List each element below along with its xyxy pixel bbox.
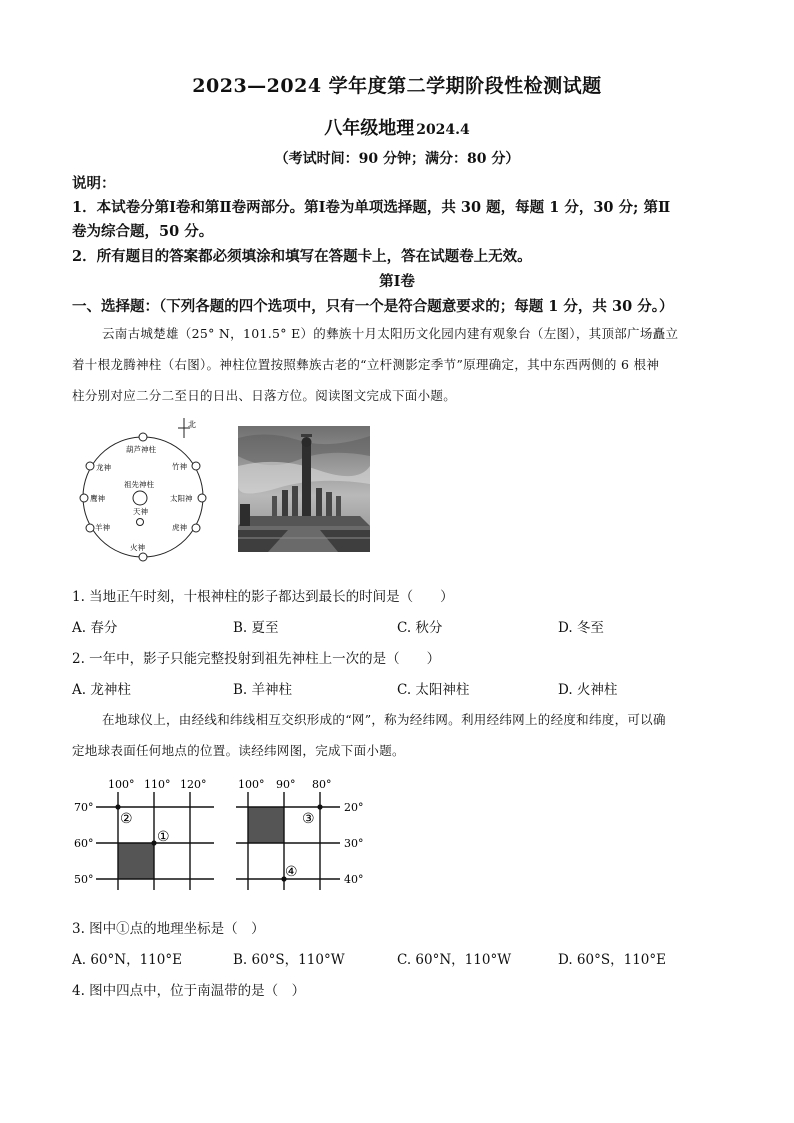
passage1-line3: 柱分别对应二分二至日的日出、日落方位。阅读图文完成下面小题。 — [72, 388, 457, 403]
right-lon-100: 100° — [238, 778, 265, 791]
label-long: 龙神 — [96, 463, 111, 472]
pillar-layout-diagram — [70, 414, 220, 564]
q2-option-b[interactable]: B. 羊神柱 — [233, 682, 293, 698]
label-tianshen: 天神 — [133, 507, 148, 516]
q3-stem: 3. 图中①点的地理坐标是（ ） — [72, 921, 265, 937]
volume-heading: 第Ⅰ卷 — [379, 273, 415, 290]
right-lon-80: 80° — [312, 778, 332, 791]
pillar-zhu — [192, 462, 200, 470]
pillar-long — [86, 462, 94, 470]
passage2-line2: 定地球表面任何地点的位置。读经纬网图，完成下面小题。 — [72, 743, 405, 758]
q2-option-d[interactable]: D. 火神柱 — [558, 682, 618, 698]
label-zuxian: 祖先神柱 — [124, 480, 154, 489]
graticule-right — [232, 776, 372, 891]
left-lon-110: 110° — [144, 778, 171, 791]
label-hulu: 葫芦神柱 — [126, 445, 156, 454]
instruction-1-line1: 1．本试卷分第Ⅰ卷和第Ⅱ卷两部分。第Ⅰ卷为单项选择题，共 30 题，每题 1 分，30 分; 第Ⅱ — [72, 199, 671, 216]
instruction-2: 2．所有题目的答案都必须填涂和填写在答题卡上，答在试题卷上无效。 — [72, 248, 532, 265]
right-lat-20: 20° — [344, 801, 364, 814]
q1-option-b[interactable]: B. 夏至 — [233, 620, 279, 636]
time-info: （考试时间：90 分钟；满分：80 分） — [274, 151, 520, 167]
label-taiyang: 太阳神 — [170, 494, 193, 503]
q1-option-d[interactable]: D. 冬至 — [558, 620, 604, 636]
label-yang: 羊神 — [95, 523, 110, 532]
pillar-hu — [192, 524, 200, 532]
passage1-line1: 云南古城楚雄（25° N，101.5° E）的彝族十月太阳历文化园内建有观象台（左图），其顶部广场矗立 — [102, 326, 679, 341]
point-1-marker — [151, 840, 156, 845]
subject-label: 八年级地理 — [324, 118, 415, 139]
q4-stem: 4. 图中四点中，位于南温带的是（ ） — [72, 983, 306, 999]
left-lat-50: 50° — [74, 873, 94, 886]
point-3-label: ③ — [302, 811, 315, 827]
q3-option-b[interactable]: B. 60°S，110°W — [233, 952, 345, 968]
q2-stem: 2. 一年中，影子只能完整投射到祖先神柱上一次的是（ ） — [72, 651, 441, 667]
passage2-line1: 在地球仪上，由经线和纬线相互交织形成的“网”，称为经纬网。利用经纬网上的经度和纬度，可以确 — [102, 712, 666, 727]
point-2-label: ② — [120, 811, 133, 827]
left-lat-60: 60° — [74, 837, 94, 850]
point-1-label: ① — [157, 829, 170, 845]
left-lon-120: 120° — [180, 778, 207, 791]
q1-stem: 1. 当地正午时刻，十根神柱的影子都达到最长的时间是（ ） — [72, 589, 454, 605]
q1-option-c[interactable]: C. 秋分 — [397, 620, 443, 636]
label-ying: 鹰神 — [90, 494, 105, 503]
left-lon-100: 100° — [108, 778, 135, 791]
pillar-huo — [139, 553, 147, 561]
pillar-zuxian — [133, 491, 147, 505]
q1-option-a[interactable]: A. 春分 — [72, 620, 118, 636]
label-huo: 火神 — [130, 543, 145, 552]
label-zhu: 竹神 — [172, 462, 187, 471]
q2-option-a[interactable]: A. 龙神柱 — [72, 682, 131, 698]
instructions-label: 说明： — [72, 175, 116, 192]
right-lat-40: 40° — [344, 873, 364, 886]
point-3-marker — [317, 804, 322, 809]
pillar-tianshen — [137, 519, 144, 526]
pillar-hulu — [139, 433, 147, 441]
pillar-ying — [80, 494, 88, 502]
instruction-1-line2: 卷为综合题，50 分。 — [72, 223, 214, 240]
q2-option-c[interactable]: C. 太阳神柱 — [397, 682, 470, 698]
right-lon-90: 90° — [276, 778, 296, 791]
passage1-line2: 着十根龙腾神柱（右图）。神柱位置按照彝族古老的“立杆测影定季节”原理确定，其中东西两侧的 6 根神 — [72, 357, 660, 372]
pillar-yang — [86, 524, 94, 532]
graticule-left — [72, 776, 222, 891]
north-label: 北 — [188, 420, 196, 429]
exam-date: 2024.4 — [416, 122, 470, 138]
point-4-label: ④ — [285, 864, 298, 880]
observatory-photo — [238, 426, 370, 552]
left-lat-70: 70° — [74, 801, 94, 814]
section-heading: 一、选择题：（下列各题的四个选项中，只有一个是符合题意要求的；每题 1 分，共 30 分。） — [72, 298, 674, 315]
exam-title: 2023—2024 学年度第二学期阶段性检测试题 — [192, 75, 602, 97]
exam-subtitle — [0, 114, 794, 140]
label-hu: 虎神 — [172, 523, 187, 532]
q3-option-a[interactable]: A. 60°N，110°E — [72, 952, 182, 968]
pillar-taiyang — [198, 494, 206, 502]
q3-option-d[interactable]: D. 60°S，110°E — [558, 952, 666, 968]
right-lat-30: 30° — [344, 837, 364, 850]
point-2-marker — [115, 804, 120, 809]
q3-option-c[interactable]: C. 60°N，110°W — [397, 952, 512, 968]
